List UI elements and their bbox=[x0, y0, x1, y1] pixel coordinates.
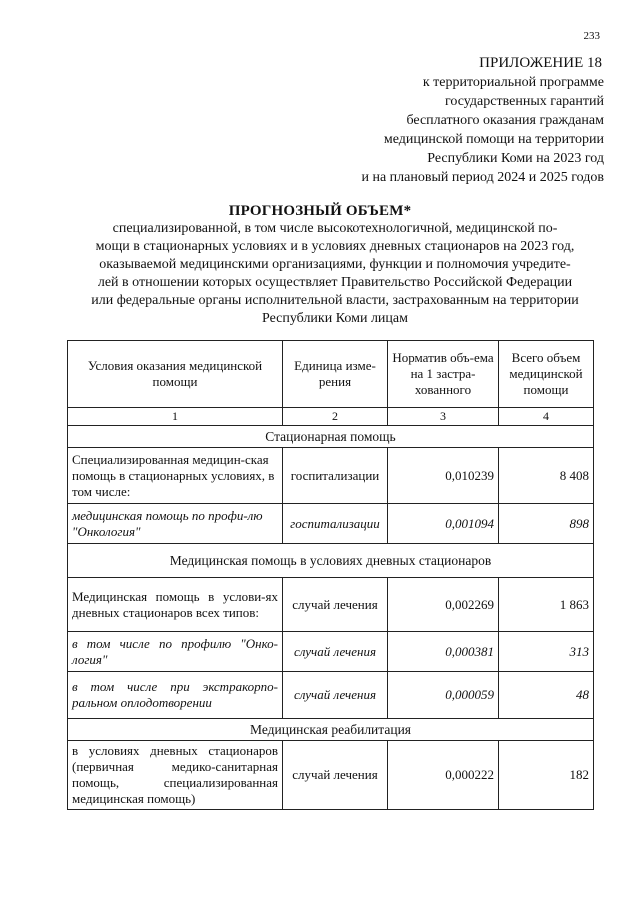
row-total: 182 bbox=[499, 741, 594, 810]
row-unit: госпитализации bbox=[283, 504, 388, 544]
table-row bbox=[68, 741, 594, 810]
appendix-line: бесплатного оказания гражданам bbox=[406, 113, 604, 128]
header-conditions: Условия оказания медицинской помощи bbox=[68, 341, 283, 408]
row-total: 48 bbox=[499, 672, 594, 719]
row-total: 313 bbox=[499, 632, 594, 672]
subtitle-line: или федеральные органы исполнительной власти, застрахованным на территории bbox=[91, 293, 579, 308]
appendix-title: ПРИЛОЖЕНИЕ 18 bbox=[479, 55, 602, 71]
section-row bbox=[68, 426, 594, 448]
row-norm: 0,000222 bbox=[388, 741, 499, 810]
row-unit: госпитализации bbox=[283, 448, 388, 504]
section-row bbox=[68, 544, 594, 578]
appendix-line: Республики Коми на 2023 год bbox=[427, 151, 604, 166]
document-title: ПРОГНОЗНЫЙ ОБЪЕМ* bbox=[228, 203, 412, 219]
subtitle-line: лей в отношении которых осуществляет Правительство Российской Федерации bbox=[97, 275, 573, 290]
row-norm: 0,010239 bbox=[388, 448, 499, 504]
row-unit: случай лечения bbox=[283, 578, 388, 632]
column-number: 2 bbox=[283, 408, 388, 426]
row-name: в условиях дневных стационаров (первичная медико-санитарная помощь, специализированная медицинская помощь) bbox=[68, 741, 283, 810]
subtitle-line: мощи в стационарных условиях и в условиях дневных стационаров на 2023 год, bbox=[95, 239, 575, 254]
row-norm: 0,000381 bbox=[388, 632, 499, 672]
table-row bbox=[68, 504, 594, 544]
table-header-row bbox=[68, 341, 594, 408]
row-total: 8 408 bbox=[499, 448, 594, 504]
table-row bbox=[68, 672, 594, 719]
appendix-block bbox=[361, 54, 604, 187]
section-row bbox=[68, 719, 594, 741]
row-norm: 0,000059 bbox=[388, 672, 499, 719]
appendix-line: к территориальной программе bbox=[422, 75, 604, 90]
subtitle-line: специализированной, в том числе высокотехнологичной, медицинской по- bbox=[112, 221, 558, 236]
row-name: Специализированная медицин-ская помощь в стационарных условиях, в том числе: bbox=[68, 448, 283, 504]
subtitle-line: оказываемой медицинскими организациями, функции и полномочия учредите- bbox=[99, 257, 571, 272]
header-norm: Норматив объ-ема на 1 застра-хованного bbox=[388, 341, 499, 408]
row-name: в том числе по профилю "Онко-логия" bbox=[68, 632, 283, 672]
table-row bbox=[68, 578, 594, 632]
appendix-line: государственных гарантий bbox=[445, 94, 604, 109]
subtitle-line: Республики Коми лицам bbox=[261, 311, 408, 326]
row-unit: случай лечения bbox=[283, 672, 388, 719]
column-number-row bbox=[68, 408, 594, 426]
row-norm: 0,001094 bbox=[388, 504, 499, 544]
row-name: медицинская помощь по профи-лю "Онкология" bbox=[68, 504, 283, 544]
column-number: 4 bbox=[499, 408, 594, 426]
section-title: Стационарная помощь bbox=[68, 426, 594, 448]
appendix-line: медицинской помощи на территории bbox=[383, 132, 604, 147]
column-number: 3 bbox=[388, 408, 499, 426]
table-row bbox=[68, 448, 594, 504]
row-total: 898 bbox=[499, 504, 594, 544]
section-title: Медицинская помощь в условиях дневных стационаров bbox=[68, 544, 594, 578]
header-total: Всего объем медицинской помощи bbox=[499, 341, 594, 408]
column-number: 1 bbox=[68, 408, 283, 426]
appendix-line: и на плановый период 2024 и 2025 годов bbox=[361, 170, 604, 185]
row-norm: 0,002269 bbox=[388, 578, 499, 632]
header-unit: Единица изме-рения bbox=[283, 341, 388, 408]
row-name: Медицинская помощь в услови-ях дневных стационаров всех типов: bbox=[68, 578, 283, 632]
section-title: Медицинская реабилитация bbox=[68, 719, 594, 741]
row-unit: случай лечения bbox=[283, 632, 388, 672]
page-number: 233 bbox=[583, 30, 600, 42]
volume-table bbox=[67, 340, 594, 810]
table-row bbox=[68, 632, 594, 672]
document-subtitle bbox=[70, 220, 600, 328]
row-total: 1 863 bbox=[499, 578, 594, 632]
row-unit: случай лечения bbox=[283, 741, 388, 810]
row-name: в том числе при экстракорпо-ральном оплодотворении bbox=[68, 672, 283, 719]
